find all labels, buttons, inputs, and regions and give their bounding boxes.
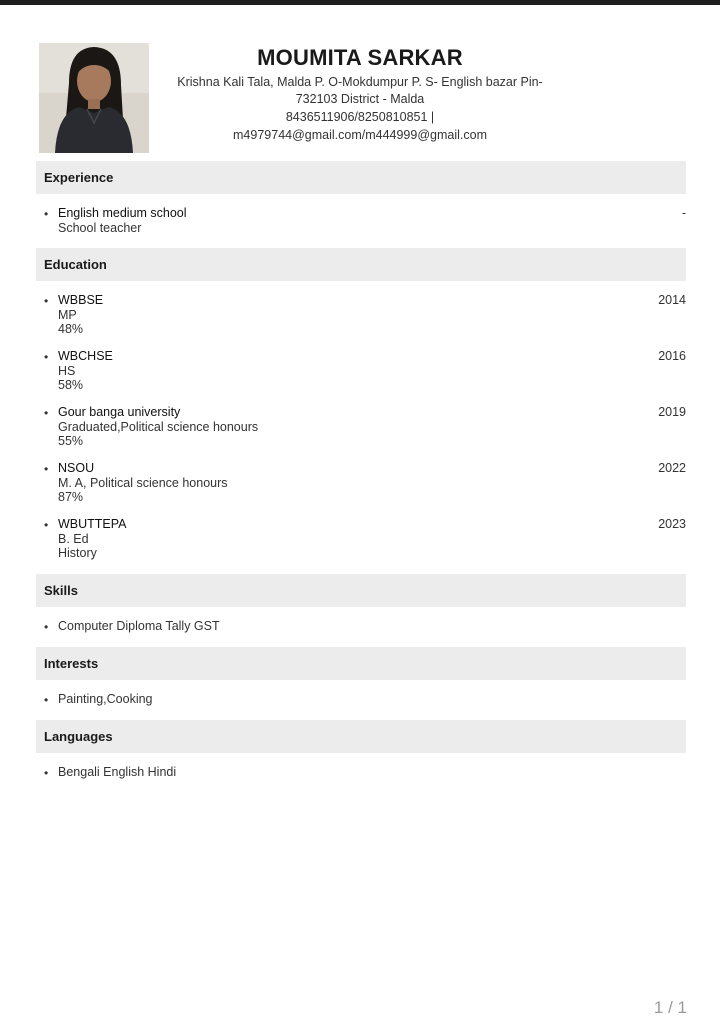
education-year: 2023 [658,517,686,531]
page-indicator: 1 / 1 [653,998,687,1017]
education-qualification: Graduated,Political science honours [58,420,259,434]
education-score: 58% [58,378,84,392]
phone-numbers: 8436511906/8250810851 | [285,110,435,124]
top-bar [0,0,720,5]
profile-photo [39,43,149,153]
resume-header [170,44,550,144]
education-score: History [58,546,97,560]
section-education-header: Education [36,248,686,281]
interest-item [40,692,686,710]
education-score: 87% [58,490,84,504]
skill-text: Computer Diploma Tally GST [58,619,220,633]
education-institution: WBCHSE [58,349,113,363]
education-item [40,293,686,341]
bullet: • [44,766,49,780]
bullet: • [44,620,49,634]
language-text: Bengali English Hindi [58,765,177,779]
bullet: • [44,207,49,221]
bullet: • [44,693,49,707]
education-year: 2019 [658,405,686,419]
education-year: 2016 [658,349,686,363]
address-line-1: Krishna Kali Tala, Malda P. O-Mokdumpur P. S- English bazar Pin- [177,75,543,89]
education-institution: WBBSE [58,293,104,307]
education-qualification: M. A, Political science honours [58,476,228,490]
education-qualification: MP [58,308,77,322]
section-experience-header: Experience [36,161,686,194]
section-interests-header: Interests [36,647,686,680]
bullet: • [44,294,49,308]
experience-employer: English medium school [58,206,187,220]
education-score: 55% [58,434,84,448]
candidate-name: MOUMITA SARKAR [257,45,463,70]
interest-text: Painting,Cooking [58,692,153,706]
experience-role: School teacher [58,221,142,235]
education-year: 2022 [658,461,686,475]
education-institution: NSOU [58,461,95,475]
section-skills-header: Skills [36,574,686,607]
education-institution: WBUTTEPA [58,517,127,531]
bullet: • [44,518,49,532]
language-item [40,765,686,783]
email-addresses: m4979744@gmail.com/m444999@gmail.com [233,128,487,142]
education-item [40,517,686,565]
education-qualification: HS [58,364,76,378]
bullet: • [44,462,49,476]
education-qualification: B. Ed [58,532,89,546]
bullet: • [44,406,49,420]
education-institution: Gour banga university [58,405,181,419]
education-item [40,349,686,397]
profile-photo-image [39,43,149,153]
section-languages-header: Languages [36,720,686,753]
education-score: 48% [58,322,84,336]
skill-item [40,619,686,637]
education-item [40,405,686,453]
education-year: 2014 [658,293,686,307]
bullet: • [44,350,49,364]
education-item [40,461,686,509]
experience-item [40,206,686,240]
experience-date: - [681,206,686,220]
address-line-2: 732103 District - Malda [295,92,425,106]
